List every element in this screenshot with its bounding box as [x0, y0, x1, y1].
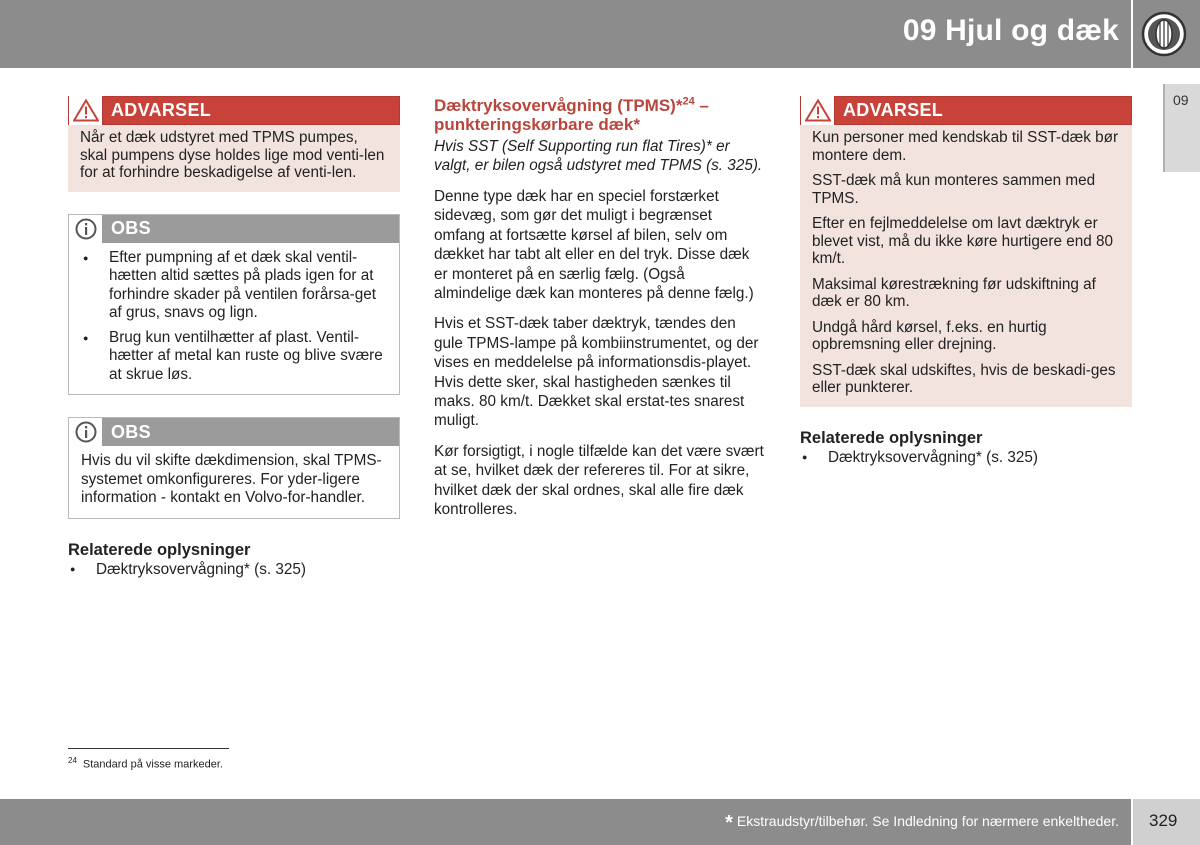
related-link[interactable]: ● Dæktryksovervågning* (s. 325) [68, 560, 400, 579]
footnote [68, 756, 223, 771]
info-icon [69, 215, 103, 243]
warning-label: ADVARSEL [111, 100, 212, 120]
section-title [434, 96, 764, 134]
tire-icon [1141, 11, 1187, 57]
page-number: 329 [1149, 811, 1178, 830]
note-header [69, 215, 399, 243]
warning-paragraph: Efter en fejlmeddelelse om lavt dæktryk er blevet vist, må du ikke køre hurtigere end 80 km/t. [812, 215, 1113, 267]
note-text: Hvis du vil skifte dækdimension, skal TPMS-systemet omkonfigureres. For yder-ligere information - kontakt en Volvo-for-handler. [81, 452, 382, 506]
footnote-text: Standard på visse markeder. [82, 758, 223, 771]
note-body [69, 446, 399, 518]
warning-box [800, 96, 1132, 407]
note-label: OBS [111, 421, 151, 442]
paragraph: Hvis et SST-dæk taber dæktryk, tændes den gule TPMS-lampe på kombiinstrumentet, og der vises en meddelelse på informationsdis-playet. Hvis dette sker, skal hastigheden sænkes til maks. 80 km/t. Dækket skal erstat-tes snarest muligt. [434, 315, 759, 430]
section-intro: Hvis SST (Self Supporting run flat Tires)* er valgt, er bilen også udstyret med TPMS (s. 325). [434, 138, 763, 174]
related-list [68, 560, 400, 579]
list-item: ● Brug kun ventilhætter af plast. Ventil-hætter af metal kan ruste og blive svære at skrue løs. [81, 329, 387, 385]
column-right [800, 96, 1132, 467]
related-link[interactable]: ● Dæktryksovervågning* (s. 325) [800, 448, 1132, 467]
related-title: Relaterede oplysninger [68, 540, 251, 559]
related-title: Relaterede oplysninger [800, 428, 983, 447]
warning-paragraph: SST-dæk må kun monteres sammen med TPMS. [812, 172, 1096, 207]
chapter-icon-box [1133, 0, 1200, 68]
section-title-main: Dæktryksovervågning (TPMS)* [434, 96, 683, 115]
asterisk-icon: * [725, 812, 733, 834]
warning-paragraph: Kun personer med kendskab til SST-dæk bør montere dem. [812, 129, 1119, 164]
side-tab-label: 09 [1173, 92, 1189, 108]
column-left [68, 96, 400, 579]
paragraph: Denne type dæk har en speciel forstærket sidevæg, som gør det muligt i begrænset omfang at fortsætte kørsel af bilen, selv om dækket har tabt alt eller en del tryk. Disse dæk er monteret på en særlig fælg. (Også almindelige dæk kan monteres på denne fælg.) [434, 188, 754, 303]
note-body [69, 243, 399, 395]
section-title-rest: – punkteringskørbare dæk* [434, 96, 709, 134]
footnote-ref: 24 [682, 95, 695, 108]
note-list [81, 249, 387, 385]
page-number-box [1133, 799, 1200, 845]
note-header [69, 418, 399, 446]
section-body [434, 187, 764, 520]
warning-body [68, 125, 400, 192]
footnote-number: 24 [68, 756, 77, 765]
column-middle [434, 96, 764, 531]
footer-note-text: Ekstraudstyr/tilbehør. Se Indledning for nærmere enkeltheder. [736, 813, 1119, 829]
note-box [68, 214, 400, 396]
warning-triangle-icon [69, 96, 103, 125]
note-box [68, 417, 400, 519]
paragraph: Kør forsigtigt, i nogle tilfælde kan det være svært at se, hvilket dæk der refereres til. For at sikre, hvilket dæk der skal ordnes, skal alle fire dæk kontrolleres. [434, 442, 764, 519]
chapter-title: 09 Hjul og dæk [902, 14, 1119, 47]
page-footer [0, 799, 1131, 845]
note-label: OBS [111, 218, 151, 238]
warning-paragraph: Maksimal kørestrækning før udskiftning af dæk er 80 km. [812, 275, 1096, 310]
chapter-side-tab [1163, 84, 1200, 172]
warning-triangle-icon [801, 96, 835, 125]
warning-text: Når et dæk udstyret med TPMS pumpes, skal pumpens dyse holdes lige mod venti-len for at forhindre beskadigelse af venti-len. [80, 129, 385, 181]
warning-paragraph: SST-dæk skal udskiftes, hvis de beskadi-ges eller punkterer. [812, 361, 1116, 396]
warning-header [68, 96, 400, 125]
warning-paragraph: Undgå hård kørsel, f.eks. en hurtig opbremsning eller drejning. [812, 318, 1047, 353]
chapter-header [0, 0, 1131, 68]
related-list [800, 448, 1132, 467]
footer-note [725, 812, 1119, 835]
footnote-divider [68, 748, 229, 749]
info-icon [69, 418, 103, 446]
warning-body [800, 125, 1132, 407]
list-item: ● Efter pumpning af et dæk skal ventil-hætten altid sættes på plads igen for at forhindre skader på ventilen forårsa-get af grus, snavs og lign. [81, 249, 387, 323]
warning-label: ADVARSEL [843, 100, 944, 120]
warning-header [800, 96, 1132, 125]
warning-box [68, 96, 400, 192]
